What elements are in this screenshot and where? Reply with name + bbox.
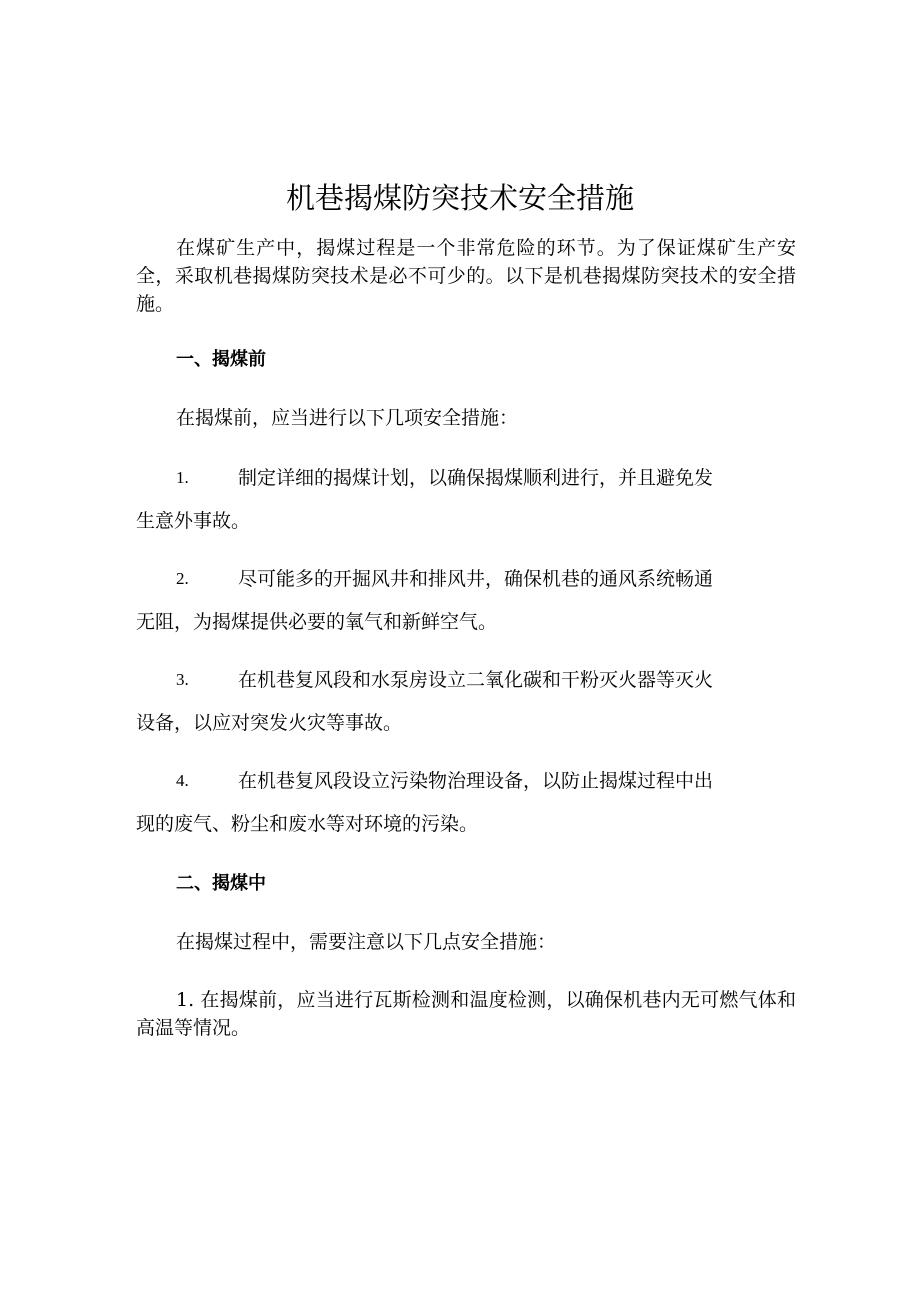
section-heading-during: 二、揭煤中	[176, 873, 266, 894]
section1-lead: 在揭煤前，应当进行以下几项安全措施：	[176, 407, 519, 429]
list-item-text: 制定详细的揭煤计划，以确保揭煤顺利进行，并且避免发	[238, 467, 714, 489]
section-heading-before: 一、揭煤前	[176, 349, 266, 370]
section2-lead: 在揭煤过程中，需要注意以下几点安全措施：	[176, 931, 557, 953]
document-title: 机巷揭煤防突技术安全措施	[285, 181, 634, 215]
list-item-number: 1.	[176, 468, 189, 487]
section2-item-1: 1. 在揭煤前，应当进行瓦斯检测和温度检测，以确保机巷内无可燃气体和高温等情况。	[136, 989, 796, 1039]
list-item-continuation: 生意外事故。	[136, 510, 251, 532]
list-item-continuation: 设备，以应对突发火灾等事故。	[136, 712, 403, 734]
list-item-text: 尽可能多的开掘风井和排风井，确保机巷的通风系统畅通	[238, 568, 714, 590]
list-item-number: 4.	[176, 771, 189, 790]
list-item-number: 3.	[176, 670, 189, 689]
list-item-text: 在机巷复风段设立污染物治理设备，以防止揭煤过程中出	[238, 770, 714, 792]
list-item-continuation: 现的废气、粉尘和废水等对环境的污染。	[136, 813, 479, 835]
list-item-number: 2.	[176, 569, 189, 588]
list-item-text: 在机巷复风段和水泵房设立二氧化碳和干粉灭火器等灭火	[238, 669, 714, 691]
list-item-continuation: 无阻，为揭煤提供必要的氧气和新鲜空气。	[136, 611, 498, 633]
intro-paragraph: 在煤矿生产中，揭煤过程是一个非常危险的环节。为了保证煤矿生产安全，采取机巷揭煤防突技术是必不可少的。以下是机巷揭煤防突技术的安全措施。	[136, 237, 796, 315]
